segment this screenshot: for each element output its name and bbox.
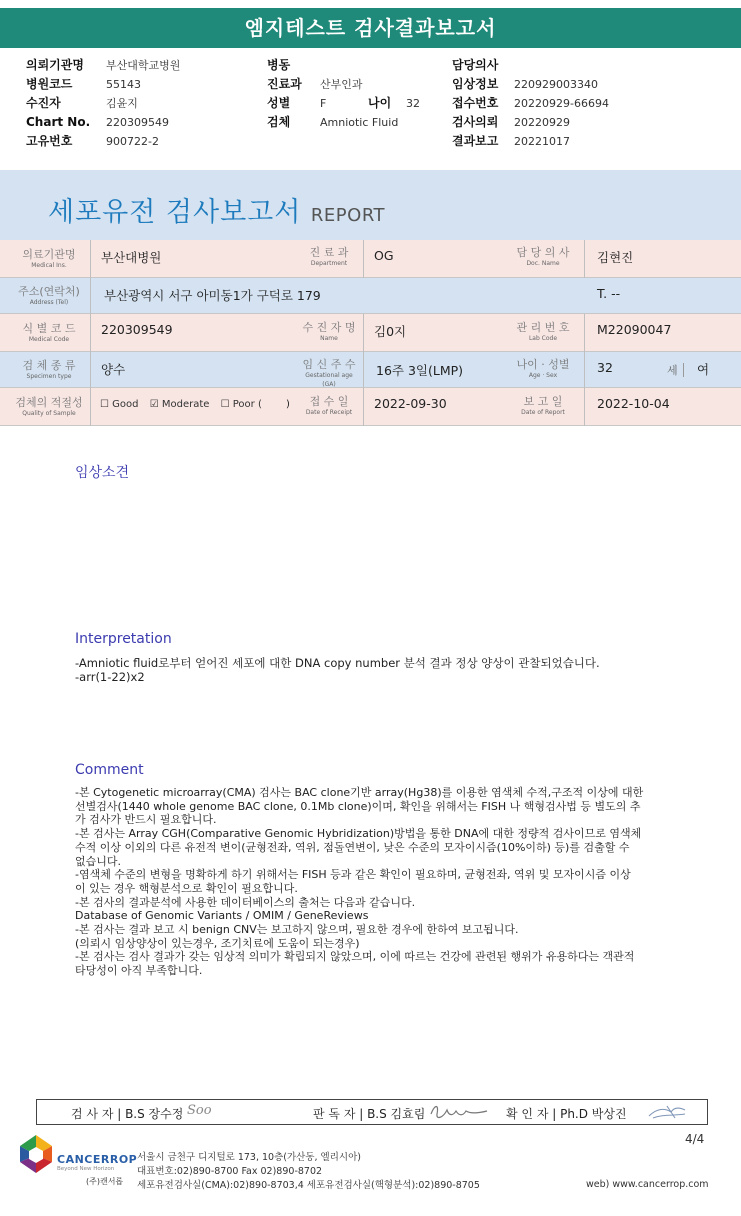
comment-line: -염색체 수준의 변형을 명확하게 하기 위해서는 FISH 등과 같은 확인이 필요하며, 균형전좌, 역위 및 모자이시즘 이상	[75, 868, 631, 882]
confirmer-signature	[645, 1102, 690, 1122]
value-institution: 부산대병원	[101, 250, 162, 265]
value-age-unit: 세	[667, 364, 678, 377]
age-label: 나이	[368, 96, 392, 110]
label-quality: 검체의 적절성 Quality of Sample	[15, 396, 83, 417]
label-institution: 의료기관명 Medical Ins.	[22, 248, 76, 269]
label-doctor: 담 당 의 사 Doc. Name	[516, 246, 570, 267]
hdr-value: 220309549	[106, 116, 169, 129]
label-address: 주소(연락처) Address (Tel)	[18, 285, 80, 306]
comment-line: -본 검사는 결과 보고 시 benign CNV는 보고하지 않으며, 필요한 경우에 한하여 보고됩니다.	[75, 923, 519, 937]
info-row-address	[0, 278, 741, 314]
comment-line: -본 Cytogenetic microarray(CMA) 검사는 BAC clone기반 array(Hg38)를 이용한 염색체 수적,구조적 이상에 대한	[75, 786, 644, 799]
value-name: 김0지	[374, 324, 407, 339]
report-title-kr: 세포유전 검사보고서	[48, 197, 302, 228]
value-medical-code: 220309549	[101, 322, 173, 337]
comment-line: Database of Genomic Variants / OMIM / GeneReviews	[75, 909, 369, 923]
label-medical-code: 식 별 코 드 Medical Code	[22, 322, 76, 343]
label-age-sex: 나이 · 성별 Age · Sex	[516, 358, 570, 379]
hdr-label: 검체	[267, 115, 291, 129]
signature-box	[36, 1099, 708, 1125]
value-age: 32	[597, 360, 613, 375]
interpretation-text	[75, 657, 695, 684]
interpretation-line: -Amniotic fluid로부터 얻어진 세포에 대한 DNA copy number 분석 결과 정상 양상이 관찰되었습니다.	[75, 656, 600, 670]
header-col-3	[452, 56, 609, 151]
hdr-label: Chart No.	[26, 115, 91, 129]
hdr-label: 담당의사	[452, 58, 499, 72]
hdr-value: Amniotic Fluid	[320, 116, 399, 129]
report-title	[48, 190, 385, 229]
info-row-institution	[0, 240, 741, 278]
value-report-date: 2022-10-04	[597, 396, 670, 411]
label-department: 진 료 과 Department	[309, 246, 349, 267]
comment-line: 가 검사가 반드시 필요합니다.	[75, 813, 217, 827]
reviewer-label: 판 독 자 | B.S 김효림	[313, 1107, 426, 1121]
footer-labs: 세포유전검사실(CMA):02)890-8703,4 세포유전검사실(핵형분석):02)890-8705	[137, 1180, 480, 1191]
confirmer-label: 확 인 자 | Ph.D 박상진	[506, 1107, 627, 1121]
info-row-specimen	[0, 352, 741, 388]
label-report-date: 보 고 일 Date of Report	[521, 395, 565, 416]
value-department: OG	[374, 248, 394, 263]
checkbox-moderate[interactable]: ☑	[149, 399, 159, 410]
checkbox-good[interactable]: ☐	[100, 399, 109, 410]
reviewer-signature	[429, 1102, 489, 1122]
hdr-value: 55143	[106, 78, 141, 91]
footer-phone: 대표번호:02)890-8700 Fax 02)890-8702	[137, 1166, 323, 1177]
clinical-title: 임상소견	[75, 465, 130, 481]
cancerrop-logo-icon	[18, 1133, 54, 1175]
hdr-value: 산부인과	[320, 78, 363, 91]
comment-line: 타당성이 아직 부족합니다.	[75, 964, 203, 978]
value-lab-code: M22090047	[597, 322, 672, 337]
comment-text	[75, 786, 695, 978]
company-name-kr: (주)캔서롭	[86, 1177, 124, 1186]
hdr-value: 20220929	[514, 116, 570, 129]
report-title-en: REPORT	[310, 205, 386, 226]
value-phone: T. --	[597, 286, 621, 301]
quality-options	[100, 399, 262, 410]
hdr-value: 20221017	[514, 135, 570, 148]
label-moderate: Moderate	[161, 399, 210, 410]
header-col-2	[267, 56, 420, 132]
page-number: 4/4	[685, 1132, 705, 1146]
info-row-quality	[0, 388, 741, 426]
hdr-value: 900722-2	[106, 135, 159, 148]
value-specimen: 양수	[101, 362, 126, 377]
hdr-label: 성별	[267, 96, 291, 110]
label-poor: Poor (	[232, 399, 262, 410]
comment-line: 없습니다.	[75, 854, 122, 868]
value-address: 부산광역시 서구 아미동1가 구덕로 179	[104, 288, 321, 303]
value-gestational-age: 16주 3일(LMP)	[376, 363, 464, 378]
comment-line: -본 검사는 검사 결과가 갖는 임상적 의미가 확립되지 않았으며, 이에 따르는 건강에 관련된 행위가 유용하다는 객관적	[75, 950, 635, 964]
footer-contact	[137, 1151, 480, 1193]
value-receipt-date: 2022-09-30	[374, 396, 447, 411]
hdr-label: 검사의뢰	[452, 115, 499, 129]
comment-line: -본 검사의 결과분석에 사용한 데이터베이스의 출처는 다음과 같습니다.	[75, 895, 416, 909]
company-tagline: Beyond New Horizon	[57, 1166, 115, 1172]
footer-web[interactable]: web) www.cancerrop.com	[586, 1179, 709, 1190]
label-good: Good	[112, 399, 139, 410]
label-specimen: 검 체 종 류 Specimen type	[22, 359, 76, 380]
examiner-signature: Soo	[187, 1103, 212, 1118]
report-banner: 엠지테스트 검사결과보고서	[0, 8, 741, 48]
label-lab-code: 관 리 번 호 Lab Code	[516, 321, 570, 342]
hdr-value: 부산대학교병원	[106, 59, 181, 72]
hdr-label: 수진자	[26, 96, 61, 110]
hdr-label: 결과보고	[452, 134, 499, 148]
label-gestational-age: 임 신 주 수 Gestational age (GA)	[302, 358, 356, 388]
hdr-label: 병동	[267, 58, 291, 72]
comment-line: 선별검사(1440 whole genome BAC clone, 0.1Mb clone)이며, 확인을 위해서는 FISH 나 핵형검사법 등 별도의 추	[75, 799, 641, 813]
label-receipt: 접 수 일 Date of Receipt	[305, 395, 353, 416]
hdr-value: 20220929-66694	[514, 97, 609, 110]
hdr-label: 의뢰기관명	[26, 58, 84, 72]
poor-close-paren: )	[286, 399, 290, 410]
interpretation-line: -arr(1-22)x2	[75, 669, 145, 684]
comment-line: 수적 이상 이외의 다른 유전적 변이(균형전좌, 역위, 점돌연변이, 낮은 수준의 모자이시즘(10%이하) 등)를 검출할 수	[75, 840, 630, 854]
examiner-label: 검 사 자 | B.S 장수정	[71, 1107, 184, 1121]
comment-title: Comment	[75, 762, 144, 778]
info-row-code	[0, 314, 741, 352]
hdr-label: 진료과	[267, 77, 302, 91]
comment-line: (의뢰시 임상양상이 있는경우, 조기치료에 도움이 되는경우)	[75, 936, 360, 950]
age-value: 32	[406, 97, 420, 110]
hdr-label: 병원코드	[26, 77, 73, 91]
label-name: 수 진 자 명 Name	[302, 321, 356, 342]
value-sex: 여	[697, 362, 710, 377]
company-logo-text: CANCERROP	[57, 1153, 138, 1166]
hdr-label: 임상정보	[452, 77, 499, 91]
interpretation-title: Interpretation	[75, 631, 172, 647]
comment-line: -본 검사는 Array CGH(Comparative Genomic Hybridization)방법을 통한 DNA에 대한 정량적 검사이므로 염색체	[75, 827, 642, 841]
header-col-1	[26, 56, 180, 151]
hdr-value: F	[320, 97, 327, 110]
footer-address: 서울시 금천구 디지털로 173, 10층(가산동, 엘리시아)	[137, 1152, 361, 1163]
hdr-value: 220929003340	[514, 78, 598, 91]
hdr-value: 김윤지	[106, 97, 138, 110]
hdr-label: 고유번호	[26, 134, 73, 148]
comment-line: 이 있는 경우 핵형분석으로 확인이 필요합니다.	[75, 881, 298, 895]
value-doctor: 김현진	[597, 250, 634, 265]
hdr-label: 접수번호	[452, 96, 499, 110]
checkbox-poor[interactable]: ☐	[220, 399, 230, 410]
